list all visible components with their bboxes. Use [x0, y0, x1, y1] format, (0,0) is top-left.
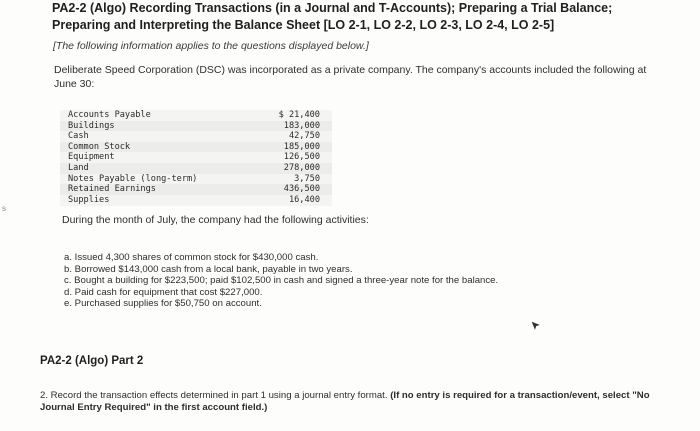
- activity-item: c. Bought a building for $223,500; paid $102,500 in cash and signed a three-year note for the balance.: [64, 275, 499, 287]
- accounts-table: [60, 110, 332, 206]
- account-row: [60, 195, 332, 206]
- account-value: 185,000: [283, 141, 320, 152]
- part-heading: PA2-2 (Algo) Part 2: [40, 355, 144, 367]
- account-name: Retained Earnings: [68, 184, 156, 195]
- account-row: [60, 152, 332, 163]
- account-row: [60, 121, 332, 132]
- mouse-cursor-icon: [529, 319, 543, 333]
- edge-mark: s: [2, 204, 6, 213]
- account-name: Equipment: [68, 152, 115, 163]
- month-activities-line: During the month of July, the company had the following activities:: [62, 214, 369, 226]
- account-value: 436,500: [283, 184, 320, 195]
- account-row: [60, 184, 332, 195]
- account-name: Accounts Payable: [68, 110, 151, 120]
- account-name: Supplies: [68, 194, 110, 205]
- activity-item: d. Paid cash for equipment that cost $227,000.: [64, 286, 263, 298]
- instruction-text: [40, 390, 680, 414]
- account-name: Buildings: [68, 120, 115, 131]
- account-value: 16,400: [288, 194, 320, 205]
- account-value: $ 21,400: [278, 110, 320, 120]
- account-name: Land: [68, 162, 89, 173]
- info-note: [The following information applies to the questions displayed below.]: [53, 40, 369, 52]
- account-row: [60, 131, 332, 142]
- instruction-note: (If no entry is required for a transaction/event, select "No Journal Entry Required" in the first account field.): [40, 390, 650, 413]
- question-title: PA2-2 (Algo) Recording Transactions (in a Journal and T-Accounts); Preparing a Trial Balance; Preparing and Interpreting the Balance Sheet [LO 2-1, LO 2-2, LO 2-3, LO 2-4, LO 2-5]: [52, 1, 613, 32]
- account-value: 183,000: [283, 120, 320, 131]
- account-name: Notes Payable (long-term): [68, 173, 198, 184]
- account-row: [60, 174, 332, 185]
- account-name: Common Stock: [68, 141, 131, 152]
- activity-item: a. Issued 4,300 shares of common stock for $430,000 cash.: [64, 252, 319, 263]
- account-row: [60, 110, 332, 121]
- account-value: 126,500: [283, 152, 320, 163]
- instruction-main: 2. Record the transaction effects determined in part 1 using a journal entry format.: [40, 390, 388, 401]
- account-row: [60, 163, 332, 174]
- account-value: 278,000: [283, 162, 320, 173]
- account-name: Cash: [68, 131, 89, 142]
- account-row: [60, 142, 332, 153]
- intro-paragraph: Deliberate Speed Corporation (DSC) was incorporated as a private company. The company's accounts included the following at June 30:: [54, 64, 647, 90]
- activities-list: [64, 252, 498, 310]
- activity-item: b. Borrowed $143,000 cash from a local bank, payable in two years.: [64, 263, 353, 275]
- account-value: 3,750: [294, 173, 320, 184]
- account-value: 42,750: [288, 131, 320, 142]
- activity-item: e. Purchased supplies for $50,750 on account.: [64, 298, 262, 310]
